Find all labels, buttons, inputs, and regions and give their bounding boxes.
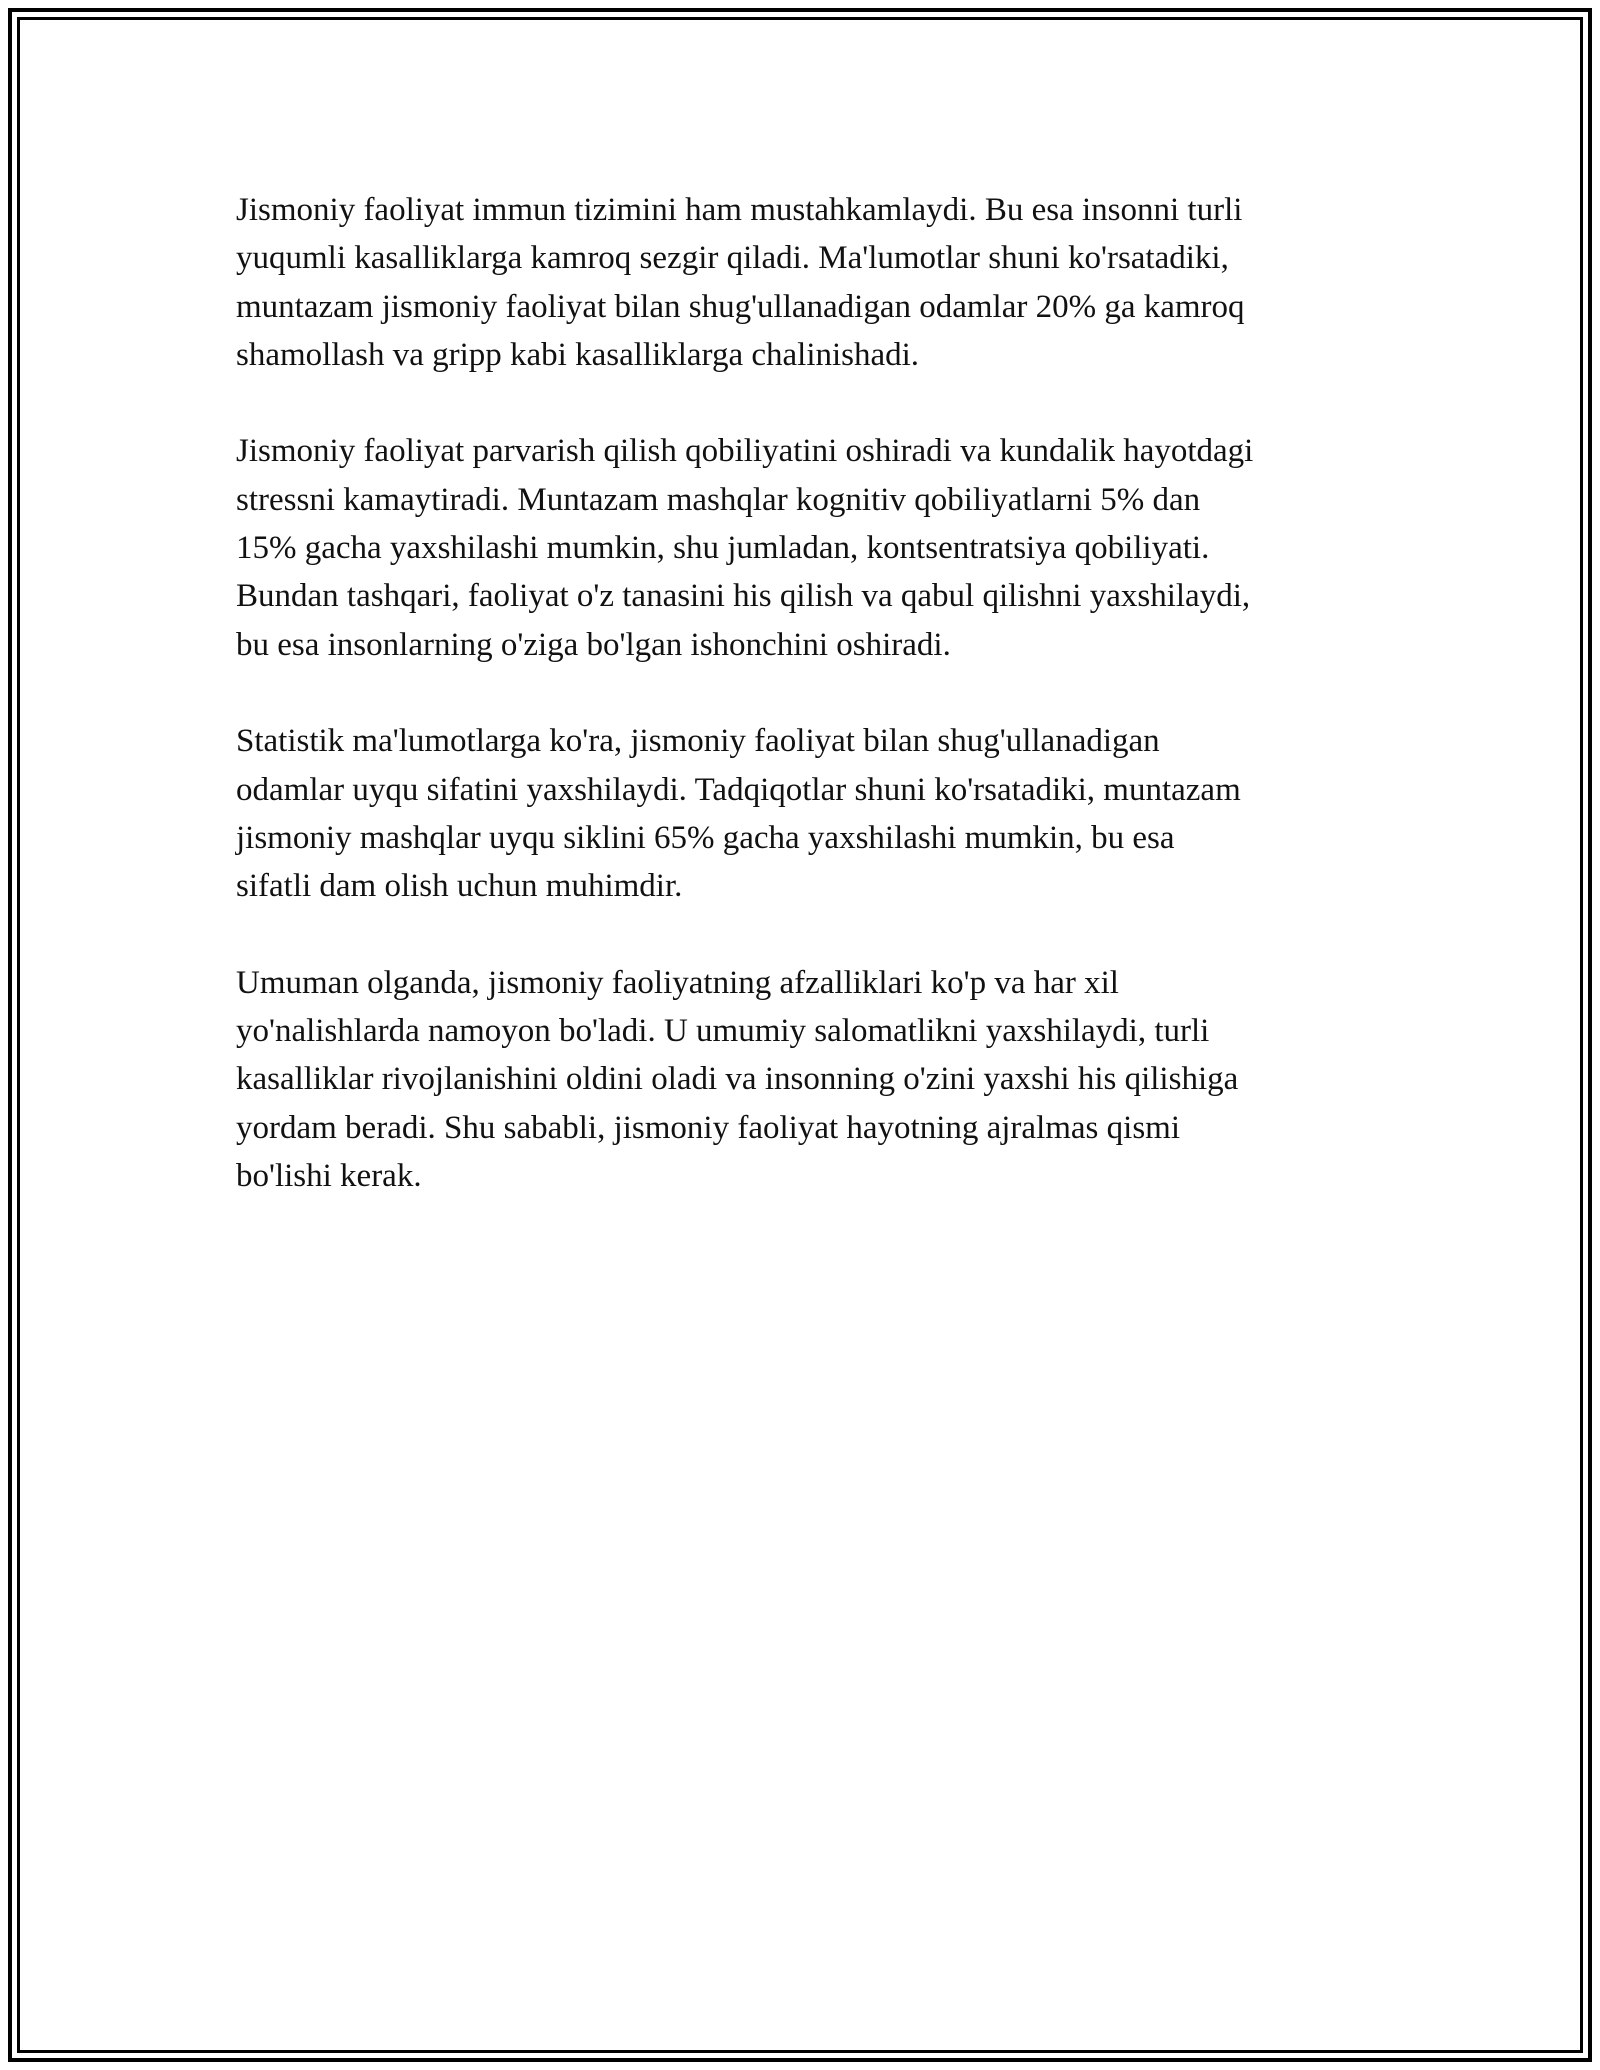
text-line: odamlar uyqu sifatini yaxshilaydi. Tadqiqotlar shuni ko'rsatadiki, muntazam [236,771,1241,808]
text-line: Statistik ma'lumotlarga ko'ra, jismoniy faoliyat bilan shug'ullanadigan [236,723,1160,760]
text-line: kasalliklar rivojlanishini oldini oladi va insonning o'zini yaxshi his qilishiga [236,1061,1239,1098]
paragraph-conclusion [236,959,1386,1200]
text-line: Umuman olganda, jismoniy faoliyatning afzalliklari ko'p va har xil [236,964,1119,1001]
text-line: yuqumli kasalliklarga kamroq sezgir qiladi. Ma'lumotlar shuni ko'rsatadiki, [236,240,1229,277]
document-body [236,186,1386,1249]
text-line: Bundan tashqari, faoliyat o'z tanasini his qilish va qabul qilishni yaxshilaydi, [236,578,1251,615]
text-line: stressni kamaytiradi. Muntazam mashqlar kognitiv qobiliyatlarni 5% dan [236,481,1201,518]
text-line: shamollash va gripp kabi kasalliklarga chalinishadi. [236,336,920,373]
text-line: bu esa insonlarning o'ziga bo'lgan ishonchini oshiradi. [236,626,951,663]
text-line: yordam beradi. Shu sababli, jismoniy faoliyat hayotning ajralmas qismi [236,1109,1180,1146]
text-line: sifatli dam olish uchun muhimdir. [236,868,683,905]
text-line: yo'nalishlarda namoyon bo'ladi. U umumiy salomatlikni yaxshilaydi, turli [236,1013,1210,1050]
paragraph-stress-cognition [236,427,1386,668]
paragraph-sleep-quality [236,717,1386,910]
text-line: muntazam jismoniy faoliyat bilan shug'ullanadigan odamlar 20% ga kamroq [236,288,1245,325]
text-line: 15% gacha yaxshilashi mumkin, shu jumladan, kontsentratsiya qobiliyati. [236,530,1210,567]
paragraph-immune-system [236,186,1386,379]
text-line: Jismoniy faoliyat parvarish qilish qobiliyatini oshiradi va kundalik hayotdagi [236,433,1254,470]
text-line: bo'lishi kerak. [236,1157,422,1194]
text-line: Jismoniy faoliyat immun tizimini ham mustahkamlaydi. Bu esa insonni turli [236,192,1243,228]
text-line: jismoniy mashqlar uyqu siklini 65% gacha yaxshilashi mumkin, bu esa [236,819,1175,856]
